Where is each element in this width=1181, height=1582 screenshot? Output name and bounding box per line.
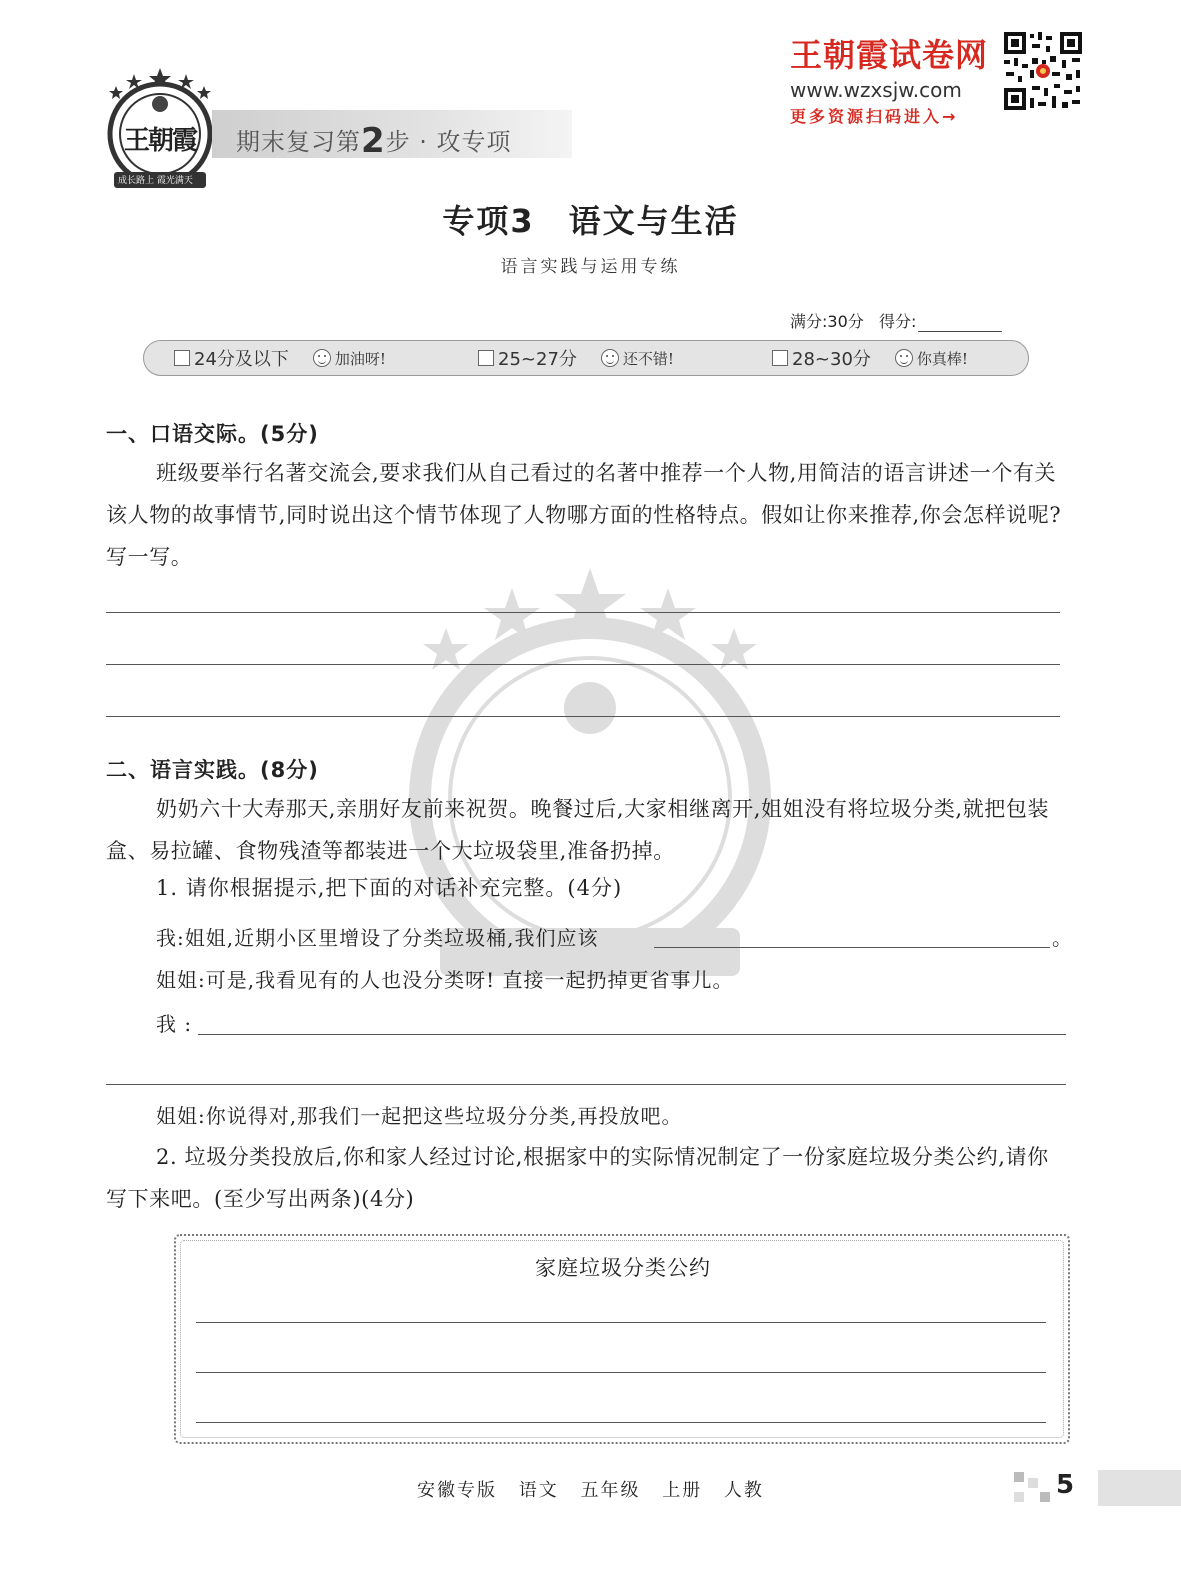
page-corner-decoration (1014, 1472, 1050, 1504)
rating-range: 24分及以下 (194, 349, 289, 370)
score-line (790, 309, 1002, 332)
dialog-me-1-end: 。 (1052, 926, 1073, 950)
banner-step-number: 2 (361, 121, 386, 161)
full-score-label: 满分:30分 (790, 312, 864, 331)
brand-logo-badge (104, 68, 216, 192)
pact-title: 家庭垃圾分类公约 (535, 1256, 711, 1280)
page-number: 5 (1056, 1470, 1075, 1500)
logo-brand-name: 王朝霞 (124, 126, 197, 156)
dialog-answer-line[interactable] (106, 1084, 1066, 1085)
rating-checkbox[interactable] (772, 350, 788, 366)
footer-text: 安徽专版 语文 五年级 上册 人教 (417, 1480, 764, 1501)
got-score-label: 得分: (879, 312, 917, 331)
page-title: 专项3 语文与生活 (442, 202, 739, 240)
dialog-sister-1: 姐姐:可是,我看见有的人也没分类呀! 直接一起扔掉更省事儿。 (156, 968, 734, 992)
rating-praise: 还不错! (622, 349, 674, 368)
rating-checkbox[interactable] (478, 350, 494, 366)
rating-range: 28~30分 (792, 349, 871, 370)
answer-line[interactable] (106, 664, 1060, 665)
site-url[interactable]: www.wzxsjw.com (790, 78, 962, 102)
dialog-sister-2: 姐姐:你说得对,那我们一起把这些垃圾分分类,再投放吧。 (156, 1104, 683, 1128)
rating-praise: 加油呀! (334, 349, 386, 368)
pact-answer-line[interactable] (196, 1322, 1046, 1323)
smiley-face-icon (601, 349, 619, 367)
section2-heading: 二、语言实践。(8分) (106, 758, 319, 782)
pact-answer-line[interactable] (196, 1372, 1046, 1373)
page-number-background (1098, 1470, 1181, 1506)
smiley-face-icon (313, 349, 331, 367)
rating-bar (143, 340, 1029, 376)
qr-code-icon[interactable] (1002, 30, 1084, 112)
section1-text: 班级要举行名著交流会,要求我们从自己看过的名著中推荐一个人物,用简洁的语言讲述一个有关该人物的故事情节,同时说出这个情节体现了人物哪方面的性格特点。假如让你来推荐,你会怎样说呢? 写一写。 (106, 461, 1062, 569)
banner-prefix: 期末复习第 (236, 128, 361, 156)
site-name: 王朝霞试卷网 (790, 36, 989, 74)
rating-range: 25~27分 (498, 349, 577, 370)
dialog-me-2-label: 我 : (156, 1012, 193, 1036)
answer-line[interactable] (106, 716, 1060, 717)
page-subtitle: 语言实践与运用专练 (500, 257, 681, 277)
section1-heading: 一、口语交际。(5分) (106, 422, 319, 446)
dialog-fill-blank[interactable] (654, 947, 1050, 948)
rating-item-low (174, 345, 386, 371)
rating-item-high (772, 345, 968, 371)
scan-prompt: 更多资源扫码进入→ (790, 107, 959, 126)
rating-checkbox[interactable] (174, 350, 190, 366)
header-banner (212, 110, 572, 161)
smiley-face-icon (895, 349, 913, 367)
section2-text: 奶奶六十大寿那天,亲朋好友前来祝贺。晚餐过后,大家相继离开,姐姐没有将垃圾分类,就把包装盒、易拉罐、食物残渣等都装进一个大垃圾袋里,准备扔掉。 (106, 797, 1050, 863)
dialog-me-1: 我:姐姐,近期小区里增设了分类垃圾桶,我们应该 (156, 926, 599, 950)
score-blank[interactable] (918, 314, 1002, 332)
banner-suffix: 步 · 攻专项 (385, 128, 512, 156)
logo-slogan: 成长路上 霞光满天 (118, 176, 193, 186)
answer-line[interactable] (106, 612, 1060, 613)
site-brand (790, 30, 1000, 126)
pact-answer-line[interactable] (196, 1422, 1046, 1423)
dialog-answer-line[interactable] (198, 1034, 1066, 1035)
rating-item-mid (478, 345, 674, 371)
question2-text: 2. 垃圾分类投放后,你和家人经过讨论,根据家中的实际情况制定了一份家庭垃圾分类公约,请你写下来吧。(至少写出两条)(4分) (106, 1145, 1049, 1211)
banner-text (236, 119, 512, 159)
question1-prompt: 1. 请你根据提示,把下面的对话补充完整。(4分) (156, 876, 623, 900)
rating-praise: 你真棒! (916, 349, 968, 368)
